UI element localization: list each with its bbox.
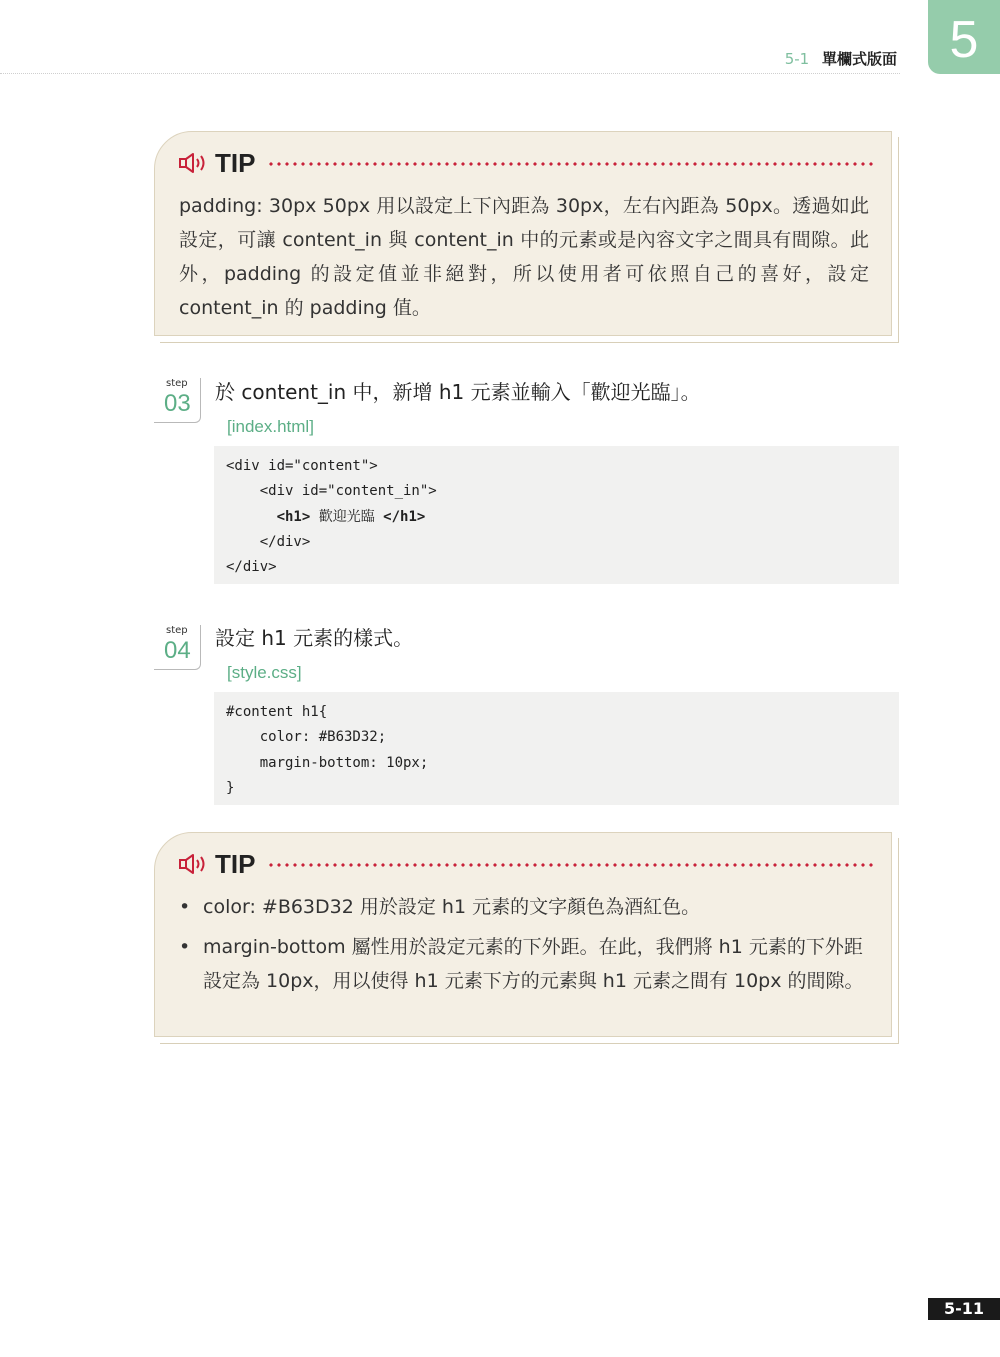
bullet: • [179,936,191,958]
code-block-css [214,692,899,805]
step-word: step [166,378,188,389]
code-line: <div id="content_in"> [226,483,437,500]
tip-dotted-rule [267,863,875,867]
file-label: [style.css] [227,663,302,682]
code-line: margin-bottom: 10px; [226,754,429,771]
step-number: 04 [164,637,191,664]
code-line: <div id="content"> [226,458,378,474]
page-number: 5-11 [928,1298,1000,1320]
code-block-html [214,446,899,584]
tip-label: TIP [215,848,256,879]
code-h1-text: 歡迎光臨 [310,508,384,525]
list-item [179,890,869,924]
section-header [785,48,897,69]
file-label: [index.html] [227,417,314,436]
code-line: color: #B63D32; [226,729,387,746]
tip-box-2 [154,832,892,1037]
tip-list [179,890,869,1004]
list-item [179,930,869,998]
speaker-icon [179,151,209,175]
step-marker-03 [154,378,202,424]
code-h1-open: <h1> [226,508,311,525]
list-item-text: margin-bottom 屬性用於設定元素的下外距。在此，我們將 h1 元素的下外距設定為 10px，用以使得 h1 元素下方的元素與 h1 元素之間有 10px 的間隙。 [203,936,864,992]
code-line: </div> [226,533,311,550]
tip-box-1 [154,131,892,336]
step-instruction: 於 content_in 中，新增 h1 元素並輸入「歡迎光臨」。 [215,380,701,404]
chapter-tab: 5 [928,0,1000,74]
tip-title [179,847,255,881]
code-line: } [226,779,235,796]
tip-title [179,146,255,180]
step-word: step [166,625,188,636]
list-item-text: color: #B63D32 用於設定 h1 元素的文字顏色為酒紅色。 [203,896,701,918]
code-line [226,505,899,530]
section-title: 單欄式版面 [821,50,897,68]
code-h1-close: </h1> [383,508,426,525]
code-line: </div> [226,559,277,576]
tip-dotted-rule [267,162,875,166]
step-number: 03 [164,390,191,417]
code-line: #content h1{ [226,704,328,720]
tip-text: padding: 30px 50px 用以設定上下內距為 30px，左右內距為 50px。透過如此設定，可讓 content_in 與 content_in 中的元素或是內容文字之間具有間隙。此外，padding 的設定值並非絕對，所以使用者可依照自己的喜好，設定 content_in 的 padding 值。 [179,195,869,319]
step-marker-04 [154,625,202,671]
tip-label: TIP [215,147,256,178]
bullet: • [179,896,191,918]
step-instruction: 設定 h1 元素的樣式。 [215,626,414,650]
header-divider [0,73,900,74]
section-number: 5-1 [784,50,810,68]
speaker-icon [179,852,209,876]
